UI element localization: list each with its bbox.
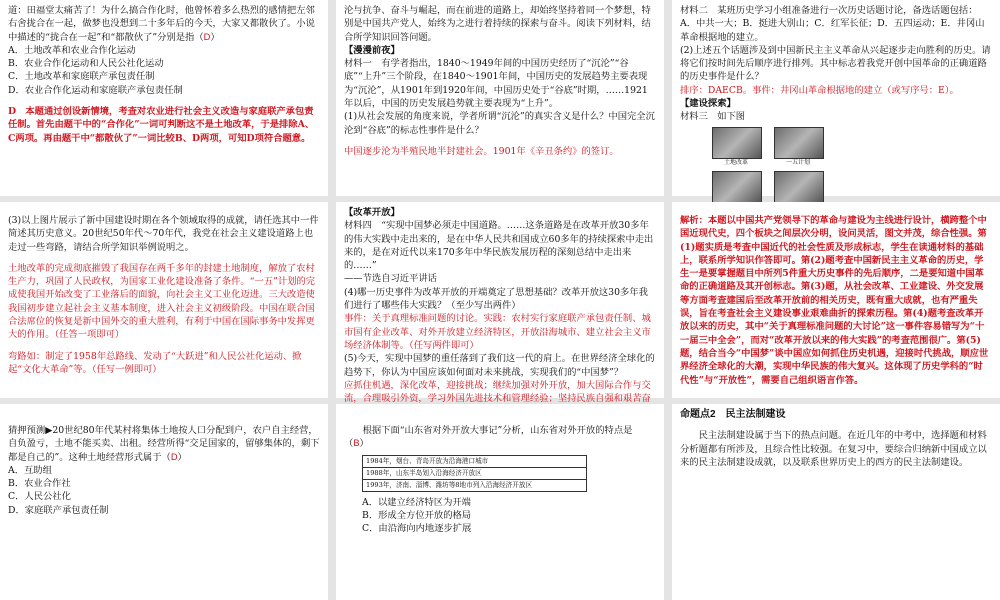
table-cell: 1988年，山东半岛划入沿海经济开放区 <box>363 467 587 479</box>
photo-item <box>712 127 760 167</box>
question-text: 道：田福堂太痛苦了！为什么搞合作化时，他曾怀着多么热烈的感情把左邻右舍拢合在一起，做梦也没想到二十多年后的今天，大家又都散伙了。小说中描述的“拢合在一起”和“都散伙了”分别是指（D） <box>8 5 315 43</box>
table-row <box>363 479 587 491</box>
question-text: 猜押预测▶20世纪80年代某村将集体土地按人口分配到户，农户自主经营，自负盈亏，土地不能买卖、出租。经营所得“交足国家的，留够集体的，剩下都是自己的”。这种土地经营形式属于（D） <box>8 425 320 463</box>
panel-1 <box>0 0 328 196</box>
answer-text: 土地改革的完成彻底摧毁了我国存在两千多年的封建土地制度，解放了农村生产力，巩固了人民政权，为国家工业化建设准备了条件。“一五”计划的完成使我国开始改变了工业落后的面貌，向社会主义工业化迈进。三大改造使我国初步建立起社会主义基本制度，进入社会主义初级阶段。中国在联合国合法席位的恢复是新中国外交的重大胜利，有利于中国在国际事务中发挥更大的作用。（任答一项即可） <box>8 262 316 341</box>
question-text: (2)上述五个话题涉及到中国新民主主义革命从兴起逐步走向胜利的历史。请将它们按时间先后顺序进行排列。其中标志着我党开创中国革命的正确道路的历史事件是什么？ <box>680 44 991 83</box>
question-text: (4)哪一历史事件为改革开放的开端奠定了思想基础？改革开放这30多年我们进行了哪些伟大实践？（至少写出两件） <box>344 286 648 312</box>
section-heading: 【漫漫前夜】 <box>344 44 400 56</box>
option-a: A．土地改革和农业合作化运动 <box>8 44 136 56</box>
panel-3 <box>672 0 1000 196</box>
section-heading: 【改革开放】 <box>344 207 400 218</box>
section-heading: 【建设探索】 <box>680 98 736 110</box>
material-text: 材料四 “实现中国梦必须走中国道路。……这条道路是在改革开放30多年的伟大实践中走出来的，是在中华人民共和国成立60多年的持续探索中走出来的，是在对近代以来170多年中华民族发展历程的深刻总结中走出来的……” <box>344 220 654 272</box>
answer-text: 事件：关于真理标准问题的讨论。实践：农村实行家庭联产承包责任制、城市国有企业改革、对外开放建立经济特区，开放沿海城市、建立社会主义市场经济体制等。（任写两件即可） <box>344 313 651 351</box>
body-text: 民主法制建设属于当下的热点问题。在近几年的中考中，选择题和材料分析题都有所涉及，且综合性比较强。在复习中，要综合归纳新中国成立以来的民主法制建设成就，以及联系世界历史上的西方的民主法制建设。 <box>680 430 987 468</box>
historic-photo <box>712 171 762 203</box>
option-a: A．以建立经济特区为开端 <box>362 496 471 508</box>
option-c: C．由沿海向内地逐步扩展 <box>362 523 472 535</box>
panel-6 <box>672 202 1000 398</box>
option-b: B．形成全方位开放的格局 <box>362 509 472 521</box>
analysis-text: 解析：本题以中国共产党领导下的革命与建设为主线进行设计，横跨整个中国近现代史，四个板块之间层次分明，设问灵活，图文并茂，综合性强。第(1)题实质是考查中国近代的社会性质及形成标志，学生在读通材料的基础上，联系所学知识作答即可。第(2)题考查中国新民主主义革命的历史，学生一是要掌握题目中所列5件重大历史事件的先后顺序，二是要知道中国革命的正确道路及其开创标志。第(3)题，从社会改革、工业建设、外交发展等方面考查建国后至改革开放前的相关历史，既有重大成就，也有严重失误，旨在考查社会主义建设事业艰难曲折的探索历程。第(4)题考查改革开放以来的历史，其中“关于真理标准问题的大讨论”这一事件容易错写为“十一届三中全会”，而对“改革开放以来的伟大实践”的考查范围很广。第(5)题，结合当今“中国梦”谈中国应如何抓住历史机遇，迎接时代挑战，顺应世界经济全球化的大潮，实现中华民族的伟大复兴。这体现了历史学科的“时代性”与“开放性”，需要自己组织语言作答。 <box>680 215 989 386</box>
panel-4 <box>0 202 328 398</box>
option-d: D．家庭联产承包责任制 <box>8 504 109 516</box>
events-table <box>362 455 587 492</box>
option-b: B．农业合作社 <box>8 478 71 490</box>
panel-5 <box>336 202 664 405</box>
option-b: B．农业合作化运动和人民公社化运动 <box>8 58 164 70</box>
answer-text: 应抓住机遇，深化改革，迎接挑战；继续加强对外开放，加大国际合作与交流，合理吸引外资，学习外国先进技术和管理经验；坚持民族自强和艰苦奋 <box>344 379 651 405</box>
photo-caption: 一五计划 <box>785 158 810 166</box>
option-d: D．农业合作化运动和家庭联产承包责任制 <box>8 84 183 96</box>
panel-2 <box>336 0 664 196</box>
material-text: 材料一 有学者指出，1840～1949年间的中国历史经历了“沉沦”“谷底”“上升”三个阶段，在1840～1901年间，中国历史的发展趋势主要表现为“沉沦”，从1901年到1920年间，中国历史处于“谷底”时期，……1921年以后，中国的历史发展趋势就主要表现为“上升”。 <box>344 58 648 110</box>
photo-grid <box>712 127 992 211</box>
option-a: A．互助组 <box>8 464 52 476</box>
answer-text: 排序：DAECB。事件：井冈山革命根据地的建立（或写序号：E）。 <box>680 84 959 96</box>
historic-photo <box>712 127 762 159</box>
historic-photo <box>774 171 824 203</box>
question-text: (3)以上图片展示了新中国建设时期在各个领域取得的成就，请任选其中一件简述其历史意义。20世纪50年代～70年代，我党在社会主义建设道路上也走过一些弯路，请结合所学知识举例说明之。 <box>8 215 319 253</box>
photo-caption: 土地改革 <box>723 158 748 166</box>
intro-text: 沦与抗争、奋斗与崛起，而在前进的道路上，却始终坚持着同一个梦想，特别是中国共产党人，始终为之进行着持续的探索与奋斗。阅读下列材料，结合所学知识回答问题。 <box>344 5 651 43</box>
answer-letter: D <box>203 31 211 42</box>
question-text: (1)从社会发展的角度来说，学者所谓“沉沦”的真实含义是什么？中国完全沉沦到“谷底”的标志性事件是什么？ <box>344 111 655 136</box>
question-text: 根据下面“山东省对外开放大事记”分析，山东省对外开放的特点是（B） <box>344 425 633 450</box>
answer-letter: B <box>353 438 360 449</box>
material-label: 材料三 如下图 <box>680 111 746 123</box>
panel-8 <box>336 404 664 600</box>
material-text: 材料二 某班历史学习小组准备进行一次历史话题讨论，备选话题包括：A．中共一大；B．挺进大别山；C．红军长征；D．五四运动；E．井冈山革命根据地的建立。 <box>680 5 985 43</box>
explanation: D 本题通过创设新情境，考查对农业进行社会主义改造与家庭联产承包责任制。首先由题干中的“合作化”一词可判断这不是土地改革，于是排除A、C两项。再由题干中“都散伙了”一词比较B、D两项，可知D项符合题意。 <box>8 106 315 144</box>
photo-item <box>774 127 822 167</box>
option-c: C．土地改革和家庭联产承包责任制 <box>8 71 155 83</box>
answer-letter: D <box>170 451 178 462</box>
question-text: (5)今天，实现中国梦的重任落到了我们这一代的肩上。在世界经济全球化的趋势下，你认为中国应该如何面对未来挑战，实现我们的“中国梦”？ <box>344 353 655 378</box>
table-row <box>363 455 587 467</box>
panel-7 <box>0 404 328 600</box>
answer-text: 弯路如：制定了1958年总路线、发动了“大跃进”和人民公社化运动、掀起“文化大革命”等。（任写一例即可） <box>8 350 302 375</box>
panel-9 <box>672 404 1000 600</box>
option-c: C．人民公社化 <box>8 491 71 503</box>
section-title: 命题点2 民主法制建设 <box>680 409 786 420</box>
historic-photo <box>774 127 824 159</box>
table-cell: 1984年，烟台、青岛开放为沿海港口城市 <box>363 455 587 467</box>
answer-text: 中国逐步沦为半殖民地半封建社会。1901年《辛丑条约》的签订。 <box>344 145 619 157</box>
table-cell: 1993年，济南、淄博、潍坊等8地市列入沿海经济开放区 <box>363 479 587 491</box>
source-text: ——节选自习近平讲话 <box>344 273 437 285</box>
table-row <box>363 467 587 479</box>
